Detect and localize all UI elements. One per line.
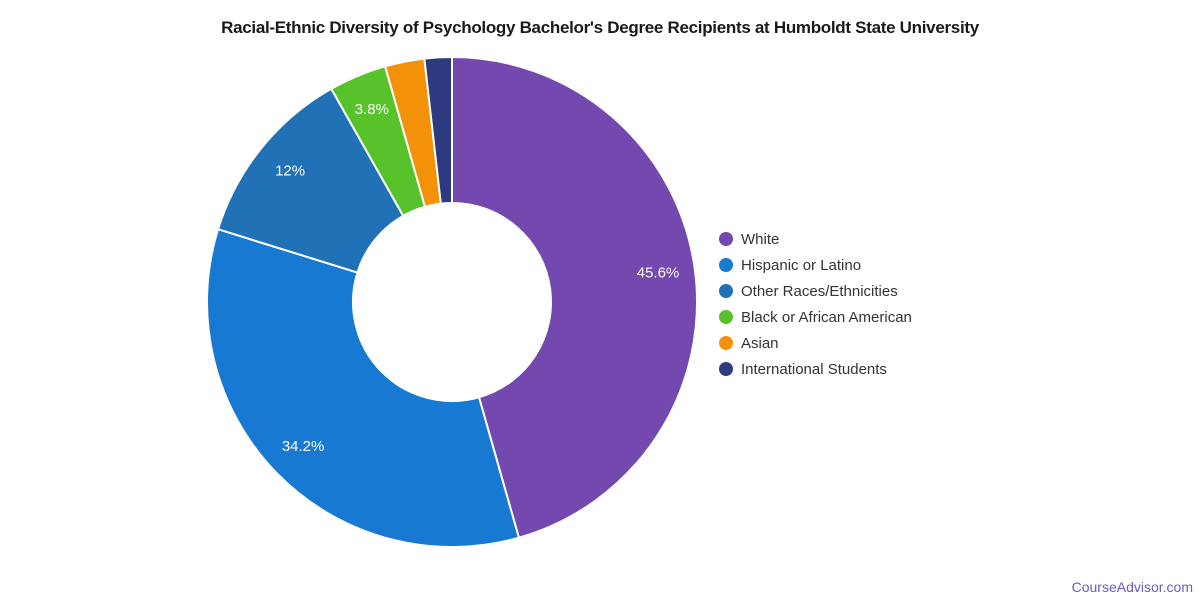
legend-dot-hispanic-or-latino (719, 258, 733, 272)
legend-label: Other Races/Ethnicities (741, 282, 898, 300)
legend-item-asian[interactable] (719, 330, 912, 356)
legend-dot-white (719, 232, 733, 246)
legend-dot-international-students (719, 362, 733, 376)
watermark-link[interactable]: CourseAdvisor.com (1071, 579, 1193, 595)
legend-item-other-races-ethnicities[interactable] (719, 278, 912, 304)
legend-dot-asian (719, 336, 733, 350)
legend-dot-black-or-african-american (719, 310, 733, 324)
legend-label: White (741, 230, 780, 248)
legend-dot-other-races-ethnicities (719, 284, 733, 298)
legend-label: International Students (741, 360, 887, 378)
chart-title: Racial-Ethnic Diversity of Psychology Bachelor's Degree Recipients at Humboldt State University (221, 18, 979, 37)
slice-label-hispanic-or-latino: 34.2% (281, 438, 325, 456)
legend-item-white[interactable] (719, 226, 912, 252)
slice-label-black-or-african-american: 3.8% (354, 101, 389, 119)
legend-label: Hispanic or Latino (741, 256, 862, 274)
legend-label: Asian (741, 334, 779, 352)
slice-label-white: 45.6% (636, 264, 680, 282)
legend-item-hispanic-or-latino[interactable] (719, 252, 912, 278)
slice-label-other-races-ethnicities: 12% (275, 162, 306, 180)
legend-label: Black or African American (741, 308, 912, 326)
legend (719, 226, 912, 382)
slice-hispanic-or-latino[interactable] (207, 229, 519, 547)
legend-item-black-or-african-american[interactable] (719, 304, 912, 330)
legend-item-international-students[interactable] (719, 356, 912, 382)
